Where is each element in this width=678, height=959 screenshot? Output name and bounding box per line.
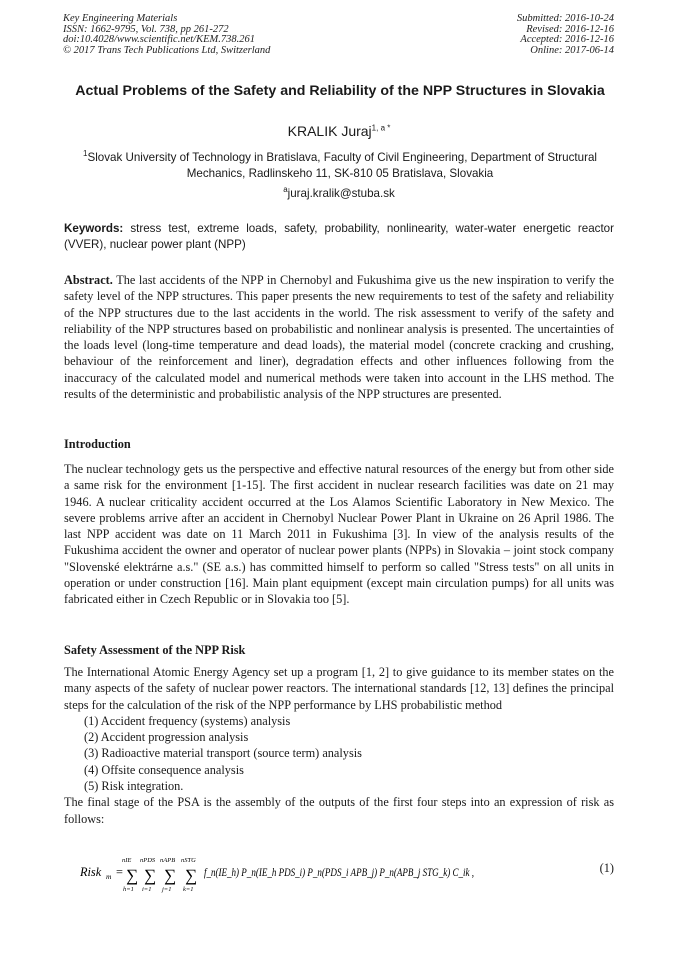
introduction-text: The nuclear technology gets us the perspective and effective natural resources of the energy but from other side a same risk for the environment [1-15]. The first accident in nuclear research facilities was date on 21 may 1946. A nuclear criticality accident occurred at the Los Alamos Scientific Laboratory in New Mexico. The severe problems arrive after an accident in Chernobyl Nuclear Power Plant in Ukraine on 26 April 1986. The last NPP accident was date on 11 March 2011 in Fukushima [3]. In view of the analysis results of the Fukushima accident the owner and operator of nuclear power plants (NPPs) in Slovakia – joint stock company "Slovenské elektrárne a.s." (SE a.s.) has committed himself to perform so called "Stress tests" on all units in operation or under construction [16]. Main plant equipment (except main circulation pumps) for all units was fabricated either in Czech Republic or in Slovakia too [5]. <box>64 462 614 607</box>
sum-bottom: i=1 <box>142 886 152 893</box>
author <box>0 123 678 139</box>
list-item: (1) Accident frequency (systems) analysis <box>84 713 291 728</box>
eq-lhs: Risk <box>80 865 102 879</box>
risk-equation <box>80 855 614 895</box>
sigma-icon: ∑ <box>164 866 177 885</box>
author-sup: 1, a * <box>371 123 391 133</box>
paper-title: Actual Problems of the Safety and Reliability of the NPP Structures in Slovakia <box>75 83 605 99</box>
email-text[interactable]: juraj.kralik@stuba.sk <box>287 187 395 200</box>
date-revised: Revised: 2016-12-16 <box>526 23 614 35</box>
psa-steps-list <box>64 713 614 794</box>
eq-lhs-sub: m <box>106 872 112 881</box>
sum-top: nPDS <box>140 857 156 864</box>
sigma-icon: ∑ <box>185 866 198 885</box>
email-sup: a <box>283 185 288 195</box>
sum-bottom: j=1 <box>162 886 172 893</box>
eq-sum-k <box>181 857 197 893</box>
journal-name: Key Engineering Materials <box>63 13 178 24</box>
keywords-text: stress test, extreme loads, safety, probability, nonlinearity, water-water energetic reactor (VVER), nuclear power plant (NPP) <box>64 222 614 251</box>
safety-heading: Safety Assessment of the NPP Risk <box>64 643 246 657</box>
list-item: (2) Accident progression analysis <box>84 730 249 745</box>
date-submitted: Submitted: 2016-10-24 <box>516 13 614 24</box>
author-name: KRALIK Juraj <box>287 123 372 139</box>
sigma-icon: ∑ <box>144 866 157 885</box>
equation-formula <box>80 855 600 895</box>
keywords <box>64 221 614 252</box>
keywords-label: Keywords: <box>64 222 124 235</box>
date-accepted: Accepted: 2016-12-16 <box>520 34 614 46</box>
affiliation-sup: 1 <box>83 149 88 159</box>
list-item: (3) Radioactive material transport (source term) analysis <box>84 746 362 761</box>
date-online: Online: 2017-06-14 <box>530 44 614 56</box>
sum-bottom: h=1 <box>123 886 134 893</box>
journal-issn: ISSN: 1662-9795, Vol. 738, pp 261-272 <box>63 23 229 35</box>
journal-copyright: © 2017 Trans Tech Publications Ltd, Switzerland <box>63 44 271 56</box>
eq-sum-i <box>140 857 156 893</box>
list-item: (4) Offsite consequence analysis <box>84 762 244 777</box>
journal-info <box>63 14 270 56</box>
journal-doi: doi:10.4028/www.scientific.net/KEM.738.261 <box>63 34 255 46</box>
abstract-text: The last accidents of the NPP in Chernobyl and Fukushima give us the new inspiration to verify the safety level of the NPP structures. This paper presents the new requirements to test of the safety and reliability of the NPP structures due to the last accidents in the world. The risk assessment to verify of the safety and reliability of the NPP structures based on probabilistic and nonlinear analysis is presented. The uncertainties of the loads level (long-time temperature and dead loads), the material model (concrete cracking and crushing, behaviour of the reinforcement and liner), degradation effects and other influences following from the inaccuracy of the calculated model and numerical methods were taken into account in the LHS method. The results of the deterministic and probabilistic analysis of the NPP structures are presented. <box>64 273 615 402</box>
sum-bottom: k=1 <box>183 886 194 893</box>
affiliation <box>80 150 600 182</box>
affiliation-text: Slovak University of Technology in Bratislava, Faculty of Civil Engineering, Department of Structural Mechanics, Radlinskeho 11, SK-810 05 Bratislava, Slovakia <box>87 151 597 180</box>
safety-intro: The International Atomic Energy Agency set up a program [1, 2] to give guidance to its member states on the many aspects of the safety of nuclear power reactors. The international standards [12, 13] defines the principal steps for the calculation of the risk of the NPP performance by LHS probabilistic method <box>64 665 614 712</box>
eq-terms: f_n(IE_h) P_n(IE_h PDS_i) P_n(PDS_i APB_j) P_n(APB_j STG_k) C_ik , <box>204 865 474 879</box>
eq-sum-h <box>122 857 138 893</box>
abstract-label: Abstract. <box>64 273 113 287</box>
sum-top: nSTG <box>181 857 196 864</box>
author-email <box>0 187 678 200</box>
safety-section <box>64 664 614 827</box>
list-item: (5) Risk integration. <box>84 779 184 794</box>
eq-equals: = <box>116 865 123 879</box>
sigma-icon: ∑ <box>126 866 139 885</box>
sum-top: nIE <box>122 857 132 864</box>
equation-number: (1) <box>599 861 614 875</box>
sum-top: nAPB <box>160 857 176 864</box>
abstract <box>64 272 614 402</box>
eq-sum-j <box>160 857 176 893</box>
safety-outro: The final stage of the PSA is the assembly of the outputs of the first four steps into an expression of risk as follows: <box>64 795 614 826</box>
submission-dates <box>517 14 614 56</box>
introduction-heading: Introduction <box>64 437 131 451</box>
